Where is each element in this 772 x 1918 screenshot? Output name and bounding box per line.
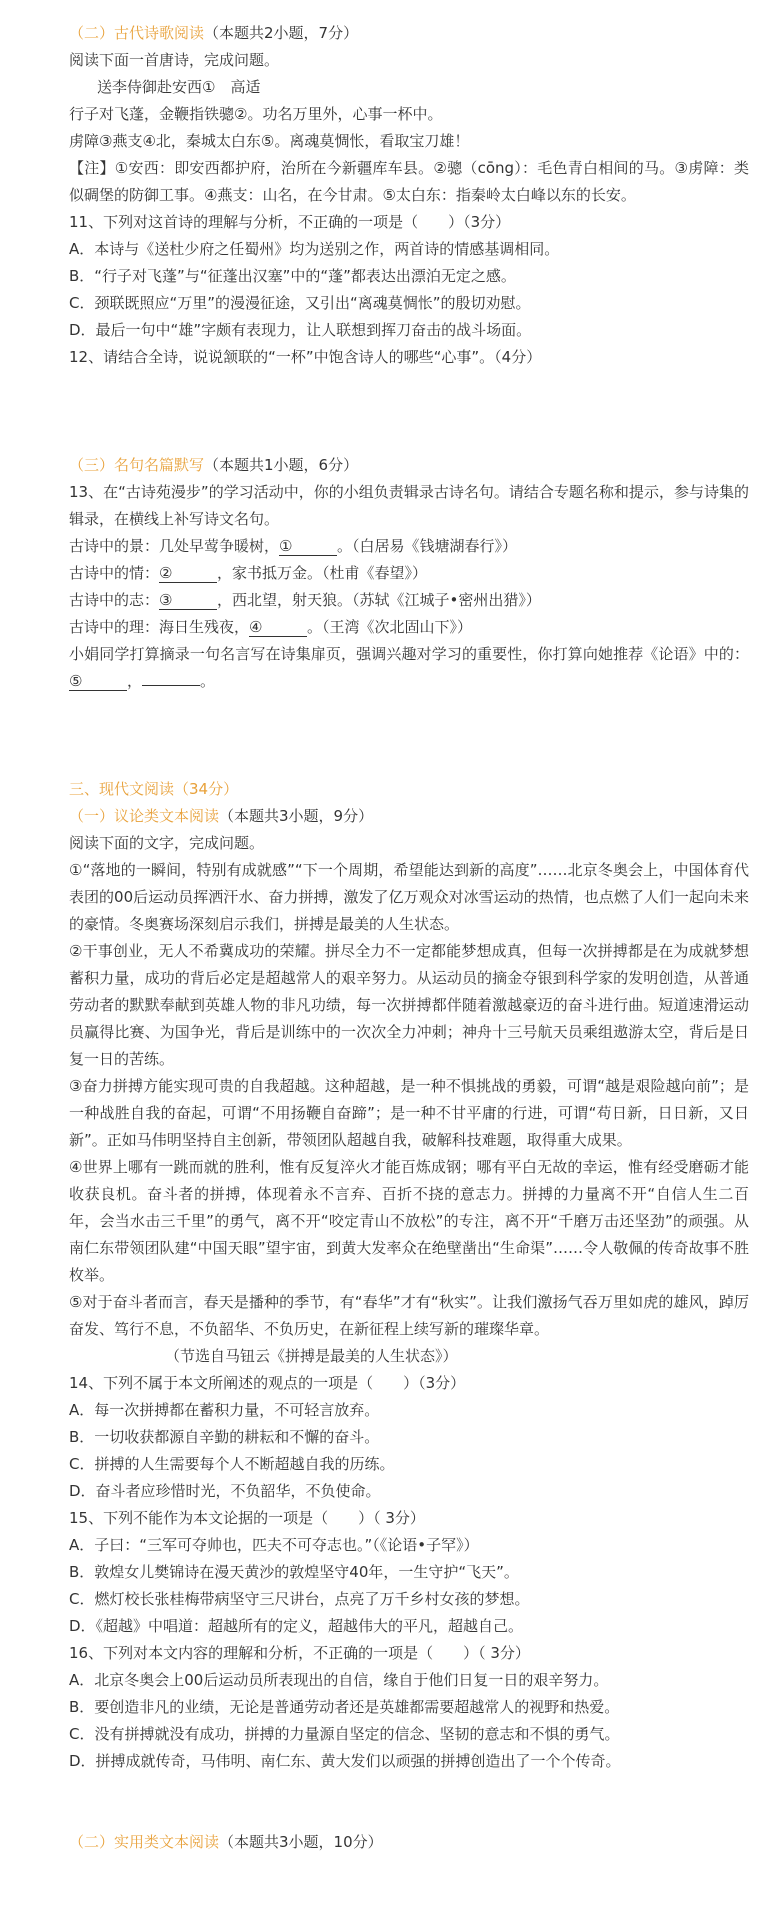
section-heading-practical — [69, 1829, 772, 1856]
option-c: C．颈联既照应“万里”的漫漫征途，又引出“离魂莫惆怅”的殷切劝慰。 — [69, 294, 531, 312]
section-title: （二）实用类文本阅读 — [69, 1833, 220, 1851]
answer-blank-4[interactable] — [249, 618, 307, 637]
fill-suffix: 。（王湾《次北固山下》） — [307, 618, 473, 636]
option-c: C．燃灯校长张桂梅带病坚守三尺讲台，点亮了万千乡村女孩的梦想。 — [69, 1590, 530, 1608]
section-meta: （本题共3小题，10分） — [219, 1833, 383, 1851]
section-meta: （本题共3小题，9分） — [219, 807, 374, 825]
option-a: A．北京冬奥会上00后运动员所表现出的自信，缘自于他们日复一日的艰辛努力。 — [69, 1671, 609, 1689]
option-a: A．本诗与《送杜少府之任蜀州》均为送别之作，两首诗的情感基调相同。 — [69, 240, 560, 258]
question-13: 13、在“古诗苑漫步”的学习活动中，你的小组负责辑录古诗名句。请结合专题名称和提示，参与诗集的辑录，在横线上补写诗文名句。 — [69, 483, 749, 528]
passage-paragraph-2: ②干事创业，无人不希冀成功的荣耀。拼尽全力不一定都能梦想成真，但每一次拼搏都是在为成就梦想蓄积力量，成功的背后必定是超越常人的艰辛努力。从运动员的摘金夺银到科学家的发明创造，从普通劳动者的默默奉献到英雄人物的非凡功绩，每一次拼搏都伴随着激越豪迈的奋斗进行曲。短道速滑运动员赢得比赛、为国争光，背后是训练中的一次次全力冲刺；神舟十三号航天员乘组遨游太空，背后是日复一日的苦练。 — [69, 942, 749, 1068]
fill-line-reason — [69, 614, 772, 641]
poem-line: 虏障③燕支④北，秦城太白东⑤。离魂莫惆怅，看取宝刀雄！ — [69, 132, 470, 150]
question-11: 11、下列对这首诗的理解与分析，不正确的一项是（ ）（3分） — [69, 213, 511, 231]
answer-blank-3[interactable] — [159, 591, 217, 610]
blank-number: ④ — [249, 618, 263, 636]
fill-suffix: 。（白居易《钱塘湖春行》） — [337, 537, 518, 555]
section-heading-poetry — [69, 20, 772, 47]
section-meta: （本题共1小题，6分） — [204, 456, 359, 474]
fill-prefix: 古诗中的理：海日生残夜， — [69, 618, 250, 636]
fill-suffix: ，家书抵万金。（杜甫《春望》） — [217, 564, 428, 582]
option-a: A．子曰：“三军可夺帅也，匹夫不可夺志也。”（《论语•子罕》） — [69, 1536, 479, 1554]
blank-number: ③ — [159, 591, 173, 609]
fill-prefix: 古诗中的景：几处早莺争暖树， — [69, 537, 280, 555]
option-c: C．拼搏的人生需要每个人不断超越自我的历练。 — [69, 1455, 395, 1473]
blank-number: ⑤ — [69, 672, 83, 690]
poem-note: 【注】①安西：即安西都护府，治所在今新疆库车县。②骢（cōng）：毛色青白相间的马。③虏障：类似碉堡的防御工事。④燕支：山名，在今甘肃。⑤太白东：指秦岭太白峰以东的长安。 — [69, 159, 749, 204]
section-meta: （本题共2小题，7分） — [204, 24, 359, 42]
option-a: A．每一次拼搏都在蓄积力量，不可轻言放弃。 — [69, 1401, 380, 1419]
fill-suffix: 。 — [200, 672, 216, 690]
reading-intro: 阅读下面一首唐诗，完成问题。 — [69, 51, 280, 69]
section-title: （一）议论类文本阅读 — [69, 807, 220, 825]
passage-paragraph-1: ①“落地的一瞬间，特别有成就感”“下一个周期，希望能达到新的高度”……北京冬奥会上，中国体育代表团的00后运动员挥洒汗水、奋力拼搏，激发了亿万观众对冰雪运动的热情，也点燃了人们一起向未来的豪情。冬奥赛场深刻启示我们，拼搏是最美的人生状态。 — [69, 861, 749, 933]
section-title: （二）古代诗歌阅读 — [69, 24, 205, 42]
passage-source: （节选自马钮云《拼搏是最美的人生状态》） — [165, 1347, 458, 1365]
question-14: 14、下列不属于本文所阐述的观点的一项是（ ）（3分） — [69, 1374, 466, 1392]
fill-line-ambition — [69, 587, 772, 614]
poem-title: 送李侍御赴安西① 高适 — [97, 78, 261, 96]
passage-paragraph-5: ⑤对于奋斗者而言，春天是播种的季节，有“春华”才有“秋实”。让我们激扬气吞万里如虎的雄风，踔厉奋发、笃行不息，不负韶华、不负历史，在新征程上续写新的璀璨华章。 — [69, 1293, 749, 1338]
fill-line-scene — [69, 533, 772, 560]
spacer — [69, 1775, 772, 1829]
option-d: D．《超越》中唱道：超越所有的定义，超越伟大的平凡，超越自己。 — [69, 1617, 524, 1635]
fill-suffix: ，西北望，射天狼。（苏轼《江城子•密州出猎》） — [217, 591, 541, 609]
section-heading-famous — [69, 452, 772, 479]
answer-blank-5b[interactable] — [142, 685, 200, 686]
fill-line-fan — [69, 641, 749, 695]
spacer — [69, 695, 772, 776]
option-d: D．最后一句中“雄”字颇有表现力，让人联想到挥刀奋击的战斗场面。 — [69, 321, 532, 339]
section-heading-modern: 三、现代文阅读（34分） — [69, 780, 239, 798]
option-c: C．没有拼搏就没有成功，拼搏的力量源自坚定的信念、坚韧的意志和不惧的勇气。 — [69, 1725, 620, 1743]
question-16: 16、下列对本文内容的理解和分析，不正确的一项是（ ）（ 3分） — [69, 1644, 530, 1662]
fill-prefix: 小娟同学打算摘录一句名言写在诗集扉页，强调兴趣对学习的重要性，你打算向她推荐《论语》中的： — [69, 645, 749, 663]
option-d: D．拼搏成就传奇，马伟明、南仁东、黄大发们以顽强的拼搏创造出了一个个传奇。 — [69, 1752, 621, 1770]
fill-prefix: 古诗中的情： — [69, 564, 160, 582]
passage-paragraph-4: ④世界上哪有一跳而就的胜利，惟有反复淬火才能百炼成钢；哪有平白无故的幸运，惟有经受磨砺才能收获良机。奋斗者的拼搏，体现着永不言弃、百折不挠的意志力。拼搏的力量离不开“自信人生二百年，会当水击三千里”的勇气，离不开“咬定青山不放松”的专注，离不开“千磨万击还坚劲”的顽强。从南仁东带领团队建“中国天眼”望宇宙，到黄大发率众在绝壁凿出“生命渠”……令人敬佩的传奇故事不胜枚举。 — [69, 1158, 749, 1284]
fill-line-emotion — [69, 560, 772, 587]
option-b: B．要创造非凡的业绩，无论是普通劳动者还是英雄都需要超越常人的视野和热爱。 — [69, 1698, 620, 1716]
subsection-heading-argumentative — [69, 803, 772, 830]
fill-prefix: 古诗中的志： — [69, 591, 160, 609]
section-title: （三）名句名篇默写 — [69, 456, 205, 474]
option-b: B．“行子对飞蓬”与“征蓬出汉塞”中的“蓬”都表达出漂泊无定之感。 — [69, 267, 516, 285]
passage-paragraph-3: ③奋力拼搏方能实现可贵的自我超越。这种超越，是一种不惧挑战的勇毅，可谓“越是艰险越向前”；是一种战胜自我的奋起，可谓“不用扬鞭自奋蹄”；是一种不甘平庸的行进，可谓“苟日新，日日新，又日新”。正如马伟明坚持自主创新，带领团队超越自我，破解科技难题，取得重大成果。 — [69, 1077, 749, 1149]
option-b: B．敦煌女儿樊锦诗在漫天黄沙的敦煌坚守40年，一生守护“飞天”。 — [69, 1563, 519, 1581]
option-d: D．奋斗者应珍惜时光，不负韶华，不负使命。 — [69, 1482, 381, 1500]
answer-blank-5[interactable] — [69, 672, 127, 691]
poem-line: 行子对飞蓬，金鞭指铁骢②。功名万里外，心事一杯中。 — [69, 105, 443, 123]
fill-separator: ， — [127, 672, 143, 690]
answer-blank-2[interactable] — [159, 564, 217, 583]
question-12: 12、请结合全诗，说说颔联的“一杯”中饱含诗人的哪些“心事”。（4分） — [69, 348, 542, 366]
reading-intro: 阅读下面的文字，完成问题。 — [69, 834, 265, 852]
option-b: B．一切收获都源自辛勤的耕耘和不懈的奋斗。 — [69, 1428, 380, 1446]
spacer — [69, 371, 772, 452]
blank-number: ① — [279, 537, 293, 555]
answer-blank-1[interactable] — [279, 537, 337, 556]
question-15: 15、下列不能作为本文论据的一项是（ ）（ 3分） — [69, 1509, 425, 1527]
blank-number: ② — [159, 564, 173, 582]
